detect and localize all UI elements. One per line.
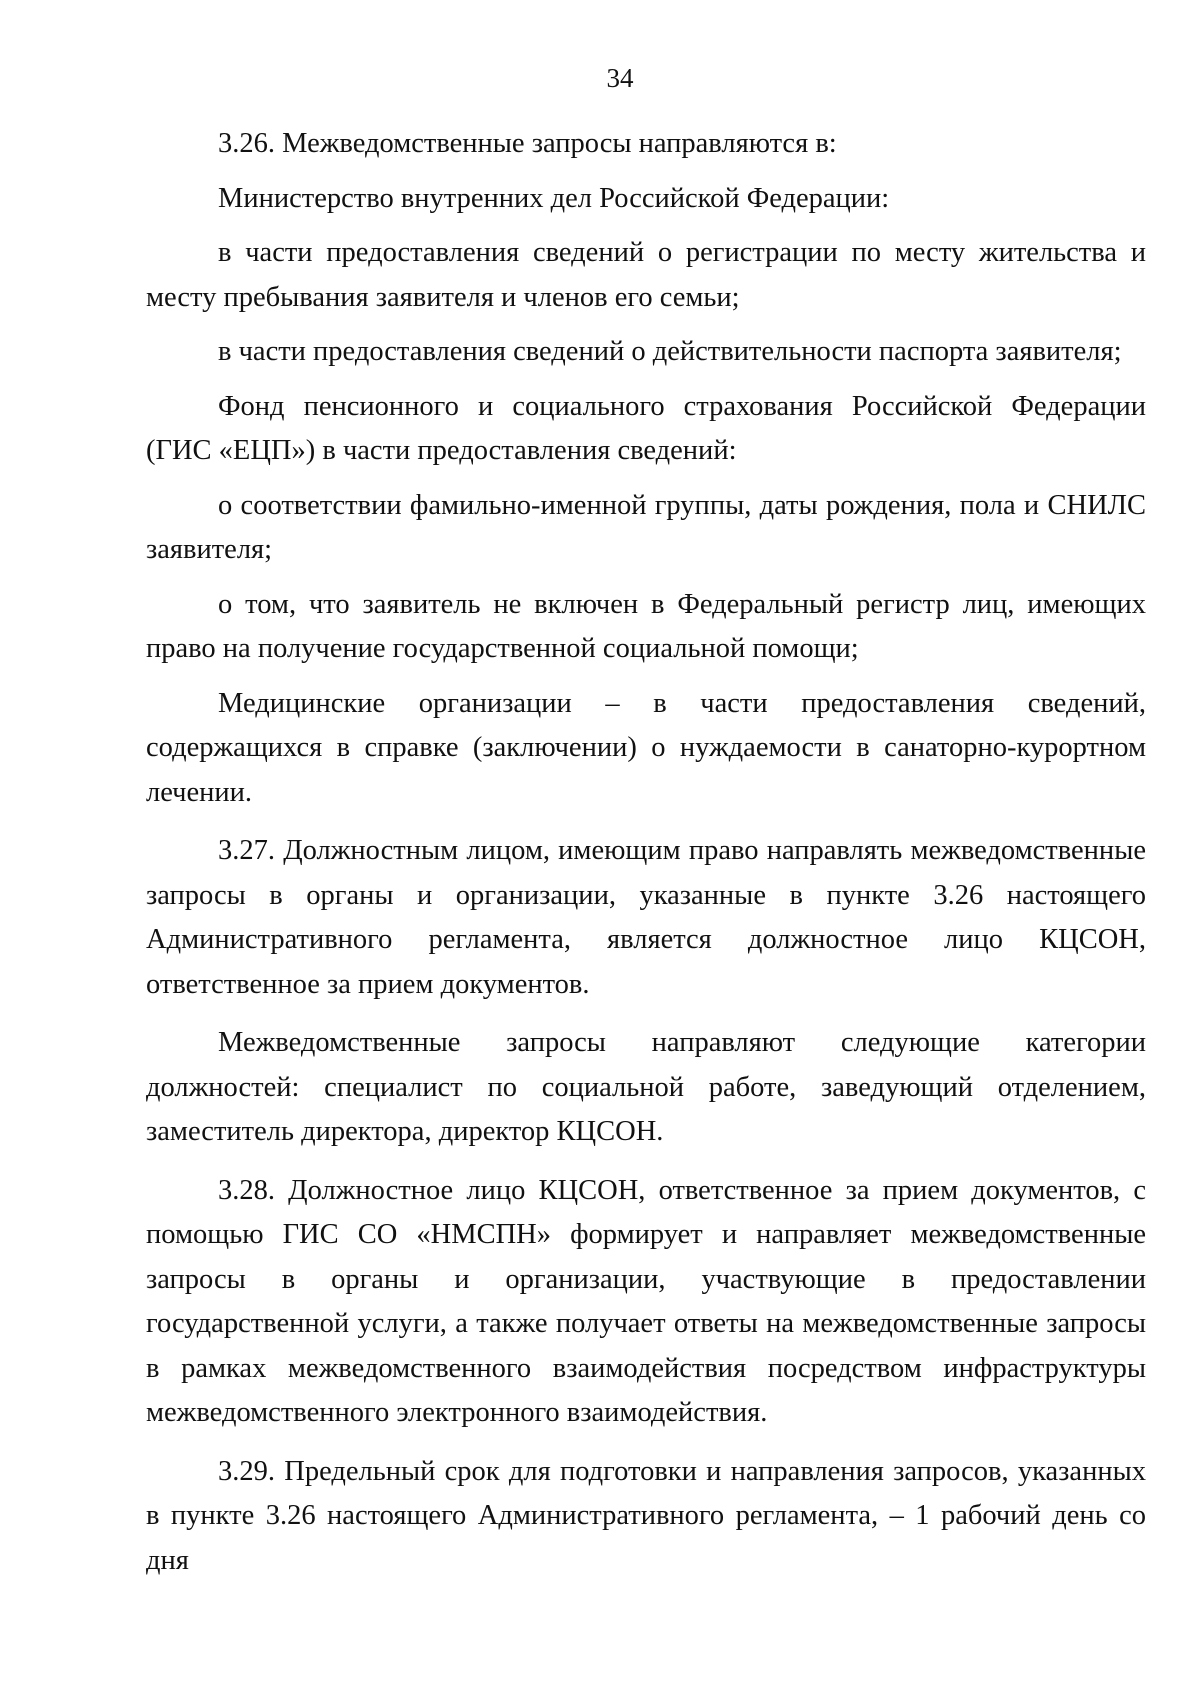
paragraph-3-28: 3.28. Должностное лицо КЦСОН, ответственное за прием документов, с помощью ГИС СО «НМСПН» формирует и направляет межведомственные запросы в органы и организации, участвующие в предоставлении государственной услуги, а также получает ответы на межведомственные запросы в рамках межведомственного взаимодействия посредством инфраструктуры межведомственного электронного взаимодействия. (146, 1174, 1146, 1428)
paragraph-passport-validity: в части предоставления сведений о действительности паспорта заявителя; (218, 336, 1122, 367)
paragraph-registration-info: в части предоставления сведений о регистрации по месту жительства и месту пребывания заявителя и членов его семьи; (146, 237, 1146, 313)
paragraph-snils-match: о соответствии фамильно-именной группы, даты рождения, пола и СНИЛС заявителя; (146, 489, 1146, 565)
paragraph-mvd: Министерство внутренних дел Российской Федерации: (218, 182, 890, 214)
document-body (146, 122, 1146, 1583)
paragraph-3-26-heading: 3.26. Межведомственные запросы направляются в: (218, 128, 837, 159)
paragraph-pension-fund: Фонд пенсионного и социального страхования Российской Федерации (ГИС «ЕЦП») в части предоставления сведений: (146, 390, 1146, 466)
paragraph-3-27: 3.27. Должностным лицом, имеющим право направлять межведомственные запросы в органы и организации, указанные в пункте 3.26 настоящего Административного регламента, является должностное лицо КЦСОН, ответственное за прием документов. (146, 835, 1146, 1000)
paragraph-position-categories: Межведомственные запросы направляют следующие категории должностей: специалист по социальной работе, заведующий отделением, заместитель директора, директор КЦСОН. (146, 1027, 1146, 1147)
paragraph-federal-register: о том, что заявитель не включен в Федеральный регистр лиц, имеющих право на получение государственной социальной помощи; (146, 588, 1146, 664)
paragraph-3-29: 3.29. Предельный срок для подготовки и направления запросов, указанных в пункте 3.26 настоящего Административного регламента, – 1 рабочий день со дня (146, 1455, 1146, 1576)
page-number: 34 (606, 63, 634, 93)
paragraph-medical-organizations: Медицинские организации – в части предоставления сведений, содержащихся в справке (заключении) о нуждаемости в санаторно-курортном лечении. (146, 687, 1146, 808)
